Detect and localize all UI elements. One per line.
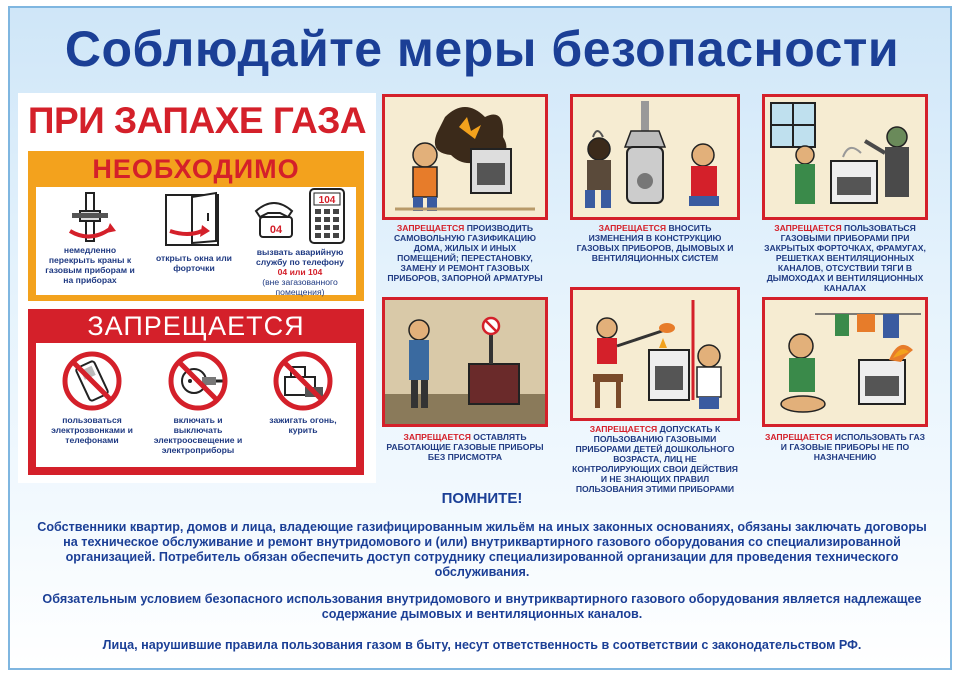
gas-valve-icon [62, 191, 118, 243]
no-matches-icon [271, 349, 335, 413]
caption-closed-window-forbidden: ЗАПРЕЩАЕТСЯ [774, 223, 842, 233]
caption-children-stove-forbidden: ЗАПРЕЩАЕТСЯ [589, 424, 658, 434]
page-title: Соблюдайте меры безопасности [64, 21, 900, 77]
forbidden-actions-box [28, 309, 364, 475]
scene-boiler [570, 94, 740, 220]
no-phone-icon [60, 349, 124, 413]
caption-boiler-forbidden: ЗАПРЕЩАЕТСЯ [598, 223, 667, 233]
paragraph-liability: Лица, нарушившие правила пользования газом в быту, несут ответственность в соответствии с законодательством РФ. [102, 638, 862, 652]
action-call-emergency-text: вызвать аварийную службу по телефону [255, 247, 345, 267]
caption-explosion-forbidden: ЗАПРЕЩАЕТСЯ [396, 223, 465, 233]
scene-explosion [382, 94, 548, 220]
forbidden-actions-list [36, 343, 356, 467]
scene-children-stove [570, 287, 740, 421]
open-window-icon [162, 191, 226, 251]
caption-boiler [570, 223, 740, 263]
drying-laundry-scene-icon [765, 300, 925, 424]
telephone-icon [252, 187, 348, 245]
unattended-stove-scene-icon [385, 300, 545, 424]
caption-boiler-text: ВНОСИТЬ ИЗМЕНЕНИЯ В КОНСТРУКЦИЮ ГАЗОВЫХ ПРИБОРОВ, ДЫМОВЫХ И ВЕНТИЛЯЦИОННЫХ СИСТЕМ [576, 223, 734, 263]
caption-explosion-text: ПРОИЗВОДИТЬ САМОВОЛЬНУЮ ГАЗИФИКАЦИЮ ДОМА, ЖИЛЫХ И ИНЫХ ПОМЕЩЕНИЙ; ПЕРЕСТАНОВКУ, ЗАМЕНУ И РЕМОНТ ГАЗОВЫХ ПРИБОРОВ, ЗАПОРНОЙ АРМАТУРЫ [387, 223, 543, 283]
caption-unattended-stove-text: ОСТАВЛЯТЬ РАБОТАЮЩИЕ ГАЗОВЫЕ ПРИБОРЫ БЕЗ ПРИСМОТРА [386, 432, 544, 462]
children-stove-scene-icon [573, 290, 737, 418]
emergency-note: (вне загазованного помещения) [262, 277, 338, 297]
forbidden-electricity [148, 349, 248, 455]
forbidden-header: ЗАПРЕЩАЕТСЯ [87, 311, 305, 341]
action-open-window [148, 191, 240, 273]
paragraph-maintenance: Собственники квартир, домов и лица, владеющие газифицированным жильём на иных законных основаниях, обязаны заключать договоры на техническое обслуживание и ремонт внутридомового и (или) внутриквартирного газового оборудования со специализированной организацией. Потребитель обязан обеспечить доступ сотруднику специализированной организации для проведения технического обслуживания. [37, 520, 927, 579]
caption-closed-window-text: ПОЛЬЗОВАТЬСЯ ГАЗОВЫМИ ПРИБОРАМИ ПРИ ЗАКРЫТЫХ ФОРТОЧКАХ, ФРАМУГАХ, РЕШЕТКАХ ВЕНТИЛЯЦИОННЫХ КАНАЛОВ, ОТСУСТВИИ ТЯГИ В ДЫМОХОДАХ И ВЕНТИЛЯЦИОННЫХ КАНАЛАХ [764, 223, 926, 293]
remember-heading: ПОМНИТЕ! [441, 490, 523, 507]
forbidden-phones [40, 349, 144, 445]
required-actions-box [28, 151, 364, 301]
required-header: НЕОБХОДИМО [92, 154, 300, 184]
action-close-valves-text: немедленно перекрыть краны к газовым приборам и на приборах [45, 245, 135, 285]
action-open-window-text: открыть окна или форточки [156, 253, 232, 273]
no-plug-icon [166, 349, 230, 413]
caption-children-stove [570, 424, 740, 494]
closed-window-scene-icon [765, 97, 925, 217]
action-call-emergency [246, 187, 354, 297]
gas-smell-panel [18, 93, 376, 483]
caption-unattended-stove-forbidden: ЗАПРЕЩАЕТСЯ [403, 432, 471, 442]
emergency-numbers: 04 или 104 [277, 267, 323, 277]
forbidden-phones-text: пользоваться электрозвонками и телефонами [51, 415, 133, 445]
scene-unattended-stove [382, 297, 548, 427]
boiler-scene-icon [573, 97, 737, 217]
caption-unattended-stove [382, 432, 548, 462]
scene-drying-laundry [762, 297, 928, 427]
forbidden-electricity-text: включать и выключать электроосвещение и электроприборы [153, 415, 243, 455]
mobile-number-label: 104 [318, 195, 336, 206]
scene-closed-window [762, 94, 928, 220]
gas-smell-title: ПРИ ЗАПАХЕ ГАЗА [27, 100, 367, 141]
caption-explosion [382, 223, 548, 283]
caption-children-stove-text: ДОПУСКАТЬ К ПОЛЬЗОВАНИЮ ГАЗОВЫМИ ПРИБОРАМИ ДЕТЕЙ ДОШКОЛЬНОГО ВОЗРАСТА, ЛИЦ НЕ КОНТРОЛИРУЮЩИХ СВОИ ДЕЙСТВИЯ И НЕ ЗНАЮЩИХ ПРАВИЛ ПОЛЬЗОВАНИЯ ЭТИМИ ПРИБОРАМИ [572, 424, 738, 494]
safety-poster [8, 6, 952, 670]
forbidden-fire-text: зажигать огонь, курить [269, 415, 337, 435]
caption-closed-window [762, 223, 928, 293]
forbidden-fire [254, 349, 352, 435]
caption-drying-laundry [762, 432, 928, 462]
required-actions-list [36, 187, 356, 295]
caption-drying-laundry-text: ИСПОЛЬЗОВАТЬ ГАЗ И ГАЗОВЫЕ ПРИБОРЫ НЕ ПО НАЗНАЧЕНИЮ [780, 432, 926, 462]
paragraph-chimney: Обязательным условием безопасного использования внутридомового и внутриквартирного газового оборудования является надлежащее содержание дымовых и вентиляционных каналов. [42, 592, 922, 621]
phone-number-label: 04 [269, 224, 283, 236]
explosion-scene-icon [385, 97, 545, 217]
caption-drying-laundry-forbidden: ЗАПРЕЩАЕТСЯ [764, 432, 833, 442]
action-close-valves [40, 191, 140, 285]
